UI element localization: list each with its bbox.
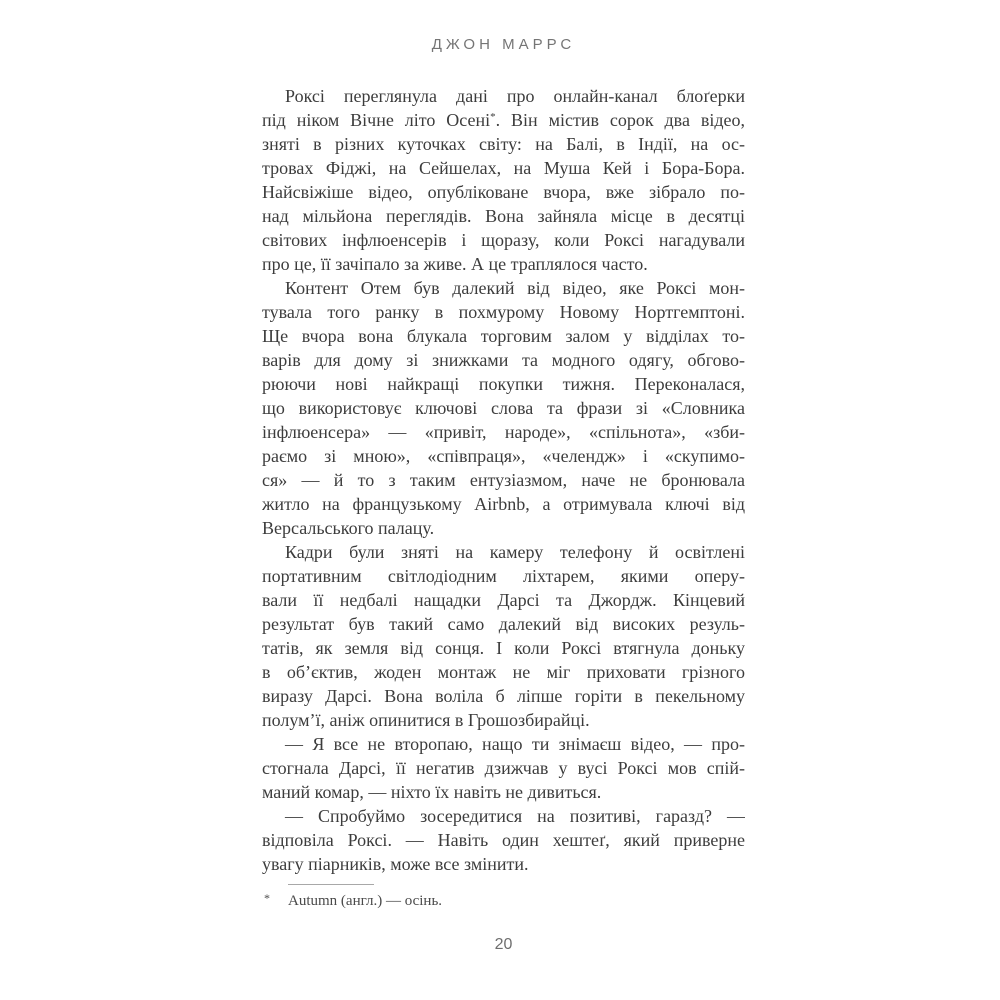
text-line: виразу Дарсі. Вона воліла б ліпше горіти в пекельному [262,686,745,706]
text-line: татів, як земля від сонця. І коли Роксі втягнула доньку [262,638,745,658]
paragraph [262,804,745,876]
text-line: Контент Отем був далекий від відео, яке Роксі мон- [285,278,745,298]
page-number: 20 [494,936,513,953]
text-line: Версальського палацу. [262,518,435,538]
text-line: Найсвіжіше відео, опубліковане вчора, вже зібрало по- [262,182,745,202]
text-line: світових інфлюенсерів і щоразу, коли Роксі нагадували [262,230,745,250]
text-line: рюючи нові найкращі покупки тижня. Переконалася, [262,374,745,394]
text-line: ся» — й то з таким ентузіазмом, наче не бронювала [262,470,745,490]
paragraph [262,84,745,276]
footnote-reference: * [490,111,496,123]
text-line: увагу піарників, може все змінити. [262,854,529,874]
text-line: варів для дому зі знижками та модного одягу, обгово- [262,350,745,370]
footnote-marker: * [264,891,270,905]
footnote [262,884,745,910]
text-line: маний комар, — ніхто їх навіть не дивиться. [262,782,602,802]
text-line: — Я все не второпаю, нащо ти знімаєш відео, — про- [285,734,745,754]
text-line: раємо зі мною», «співпраця», «челендж» і «скупимо- [262,446,745,466]
body-text [262,84,745,876]
paragraph [262,540,745,732]
text-line: про це, її зачіпало за живе. А це траплялося часто. [262,254,648,274]
text-line: портативним світлодіодним ліхтарем, якими оперу- [262,566,745,586]
text-line: полум’ї, аніж опинитися в Грошозбирайці. [262,710,590,730]
text-line: стогнала Дарсі, її негатив дзижчав у вусі Роксі мов спій- [262,758,745,778]
footnote-text: Autumn (англ.) — осінь. [288,893,443,909]
footnote-line [262,892,745,910]
text-line: Кадри були зняті на камеру телефону й освітлені [285,542,745,562]
text-line: що використовує ключові слова та фрази зі «Словника [262,398,745,418]
running-header: ДЖОН МАРРС [431,36,576,53]
text-line: над мільйона переглядів. Вона зайняла місце в десятці [262,206,745,226]
text-line: в об’єктив, жоден монтаж не міг приховати грізного [262,662,745,682]
text-line: Ще вчора вона блукала торговим залом у відділах то- [262,326,745,346]
paragraph [262,732,745,804]
text-line: житло на французькому Airbnb, а отримувала ключі від [262,494,745,514]
text-line: — Спробуймо зосередитися на позитиві, гаразд? — [285,806,745,826]
text-line: Роксі переглянула дані про онлайн-канал блоґерки [285,86,745,106]
text-line: інфлюенсера» — «привіт, народе», «спільнота», «зби- [262,422,745,442]
text-line: тувала того ранку в похмурому Новому Нортгемптоні. [262,302,745,322]
text-line: вали її недбалі нащадки Дарсі та Джордж. Кінцевий [262,590,745,610]
text-line: під ніком Вічне літо Осені*. Він містив сорок два відео, [262,110,745,130]
footnote-separator [288,884,374,885]
text-line: результат був такий само далекий від високих резуль- [262,614,745,634]
paragraph [262,276,745,540]
text-line: тровах Фіджі, на Сейшелах, на Муша Кей і Бора-Бора. [262,158,745,178]
text-line: відповіла Роксі. — Навіть один хештеґ, який приверне [262,830,745,850]
text-line: зняті в різних куточках світу: на Балі, в Індії, на ос- [262,134,745,154]
